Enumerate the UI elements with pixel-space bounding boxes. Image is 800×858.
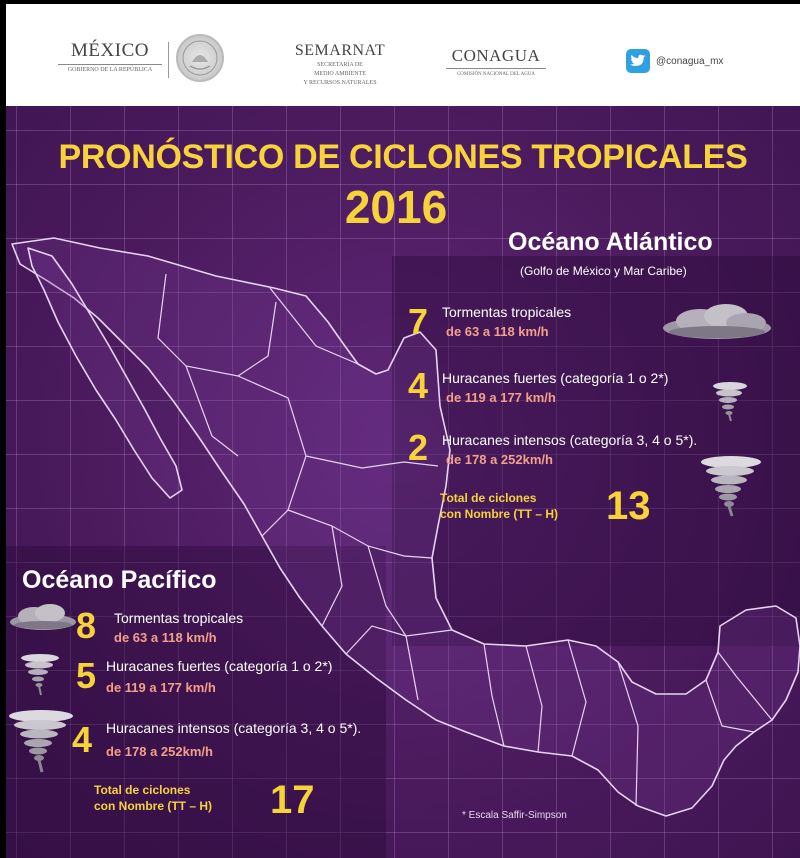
small-tornado-icon — [712, 382, 748, 422]
semarnat-logo — [288, 42, 392, 87]
mexico-logo — [58, 40, 162, 74]
storm-cloud-icon — [660, 302, 774, 342]
pacific-total-label-line-1: Total de ciclones — [94, 783, 191, 797]
conagua-logo-title: CONAGUA — [451, 46, 541, 65]
logo-divider — [168, 42, 169, 78]
atlantic-strong-label: Huracanes fuertes (categoría 1 o 2*) — [442, 370, 669, 386]
pacific-strong-range: de 119 a 177 km/h — [106, 680, 216, 695]
twitter-account[interactable] — [626, 49, 723, 73]
atlantic-storms-count: 7 — [408, 301, 429, 342]
atlantic-subtitle: (Golfo de México y Mar Caribe) — [520, 264, 687, 278]
pacific-total-label-line-2: con Nombre (TT – H) — [94, 799, 213, 813]
conagua-logo — [446, 46, 546, 78]
atlantic-storms-range: de 63 a 118 km/h — [446, 324, 549, 339]
poster-title: PRONÓSTICO DE CICLONES TROPICALES — [58, 138, 748, 176]
atlantic-strong-range: de 119 a 177 km/h — [446, 390, 556, 405]
small-tornado-icon — [20, 654, 60, 696]
mexico-logo-title: MÉXICO — [71, 40, 149, 61]
conagua-logo-subtitle: COMISIÓN NACIONAL DEL AGUA — [446, 68, 546, 78]
large-tornado-icon — [700, 456, 762, 518]
storm-cloud-icon — [8, 602, 78, 632]
saffir-simpson-footnote: * Escala Saffir-Simpson — [462, 810, 567, 821]
pacific-total-count: 17 — [270, 778, 315, 822]
large-tornado-icon — [8, 710, 74, 774]
pacific-title: Océano Pacífico — [22, 566, 217, 594]
atlantic-total-label — [440, 490, 558, 522]
pacific-storms-range: de 63 a 118 km/h — [114, 630, 217, 645]
pacific-intense-label: Huracanes intensos (categoría 3, 4 o 5*). — [106, 720, 362, 736]
atlantic-total-count: 13 — [606, 484, 651, 528]
header-bar — [6, 4, 800, 106]
atlantic-total-label-line-2: con Nombre (TT – H) — [440, 507, 559, 521]
infographic-poster — [6, 106, 800, 858]
pacific-storms-count: 8 — [76, 605, 97, 646]
atlantic-intense-range: de 178 a 252km/h — [446, 452, 553, 467]
pacific-storms-label: Tormentas tropicales — [114, 610, 244, 626]
semarnat-logo-line-1: SECRETARÍA DE — [317, 62, 363, 68]
pacific-intense-count: 4 — [72, 719, 93, 760]
pacific-strong-label: Huracanes fuertes (categoría 1 o 2*) — [106, 658, 333, 674]
pacific-strong-count: 5 — [76, 655, 97, 696]
twitter-bird-icon — [626, 49, 650, 73]
national-seal-icon — [176, 34, 224, 82]
pacific-total-label — [94, 782, 212, 814]
twitter-handle: @conagua_mx — [656, 55, 724, 67]
semarnat-logo-line-2: MEDIO AMBIENTE — [314, 71, 366, 77]
atlantic-strong-count: 4 — [408, 365, 429, 406]
atlantic-storms-label: Tormentas tropicales — [442, 304, 572, 320]
poster-year: 2016 — [344, 181, 448, 233]
atlantic-intense-label: Huracanes intensos (categoría 3, 4 o 5*). — [442, 432, 698, 448]
mexico-logo-subtitle: GOBIERNO DE LA REPÚBLICA — [58, 64, 162, 74]
atlantic-title: Océano Atlántico — [508, 228, 713, 256]
atlantic-intense-count: 2 — [408, 427, 429, 468]
semarnat-logo-line-3: Y RECURSOS NATURALES — [303, 80, 377, 86]
semarnat-logo-title: SEMARNAT — [294, 42, 386, 59]
atlantic-total-label-line-1: Total de ciclones — [440, 491, 537, 505]
pacific-intense-range: de 178 a 252km/h — [106, 744, 213, 759]
